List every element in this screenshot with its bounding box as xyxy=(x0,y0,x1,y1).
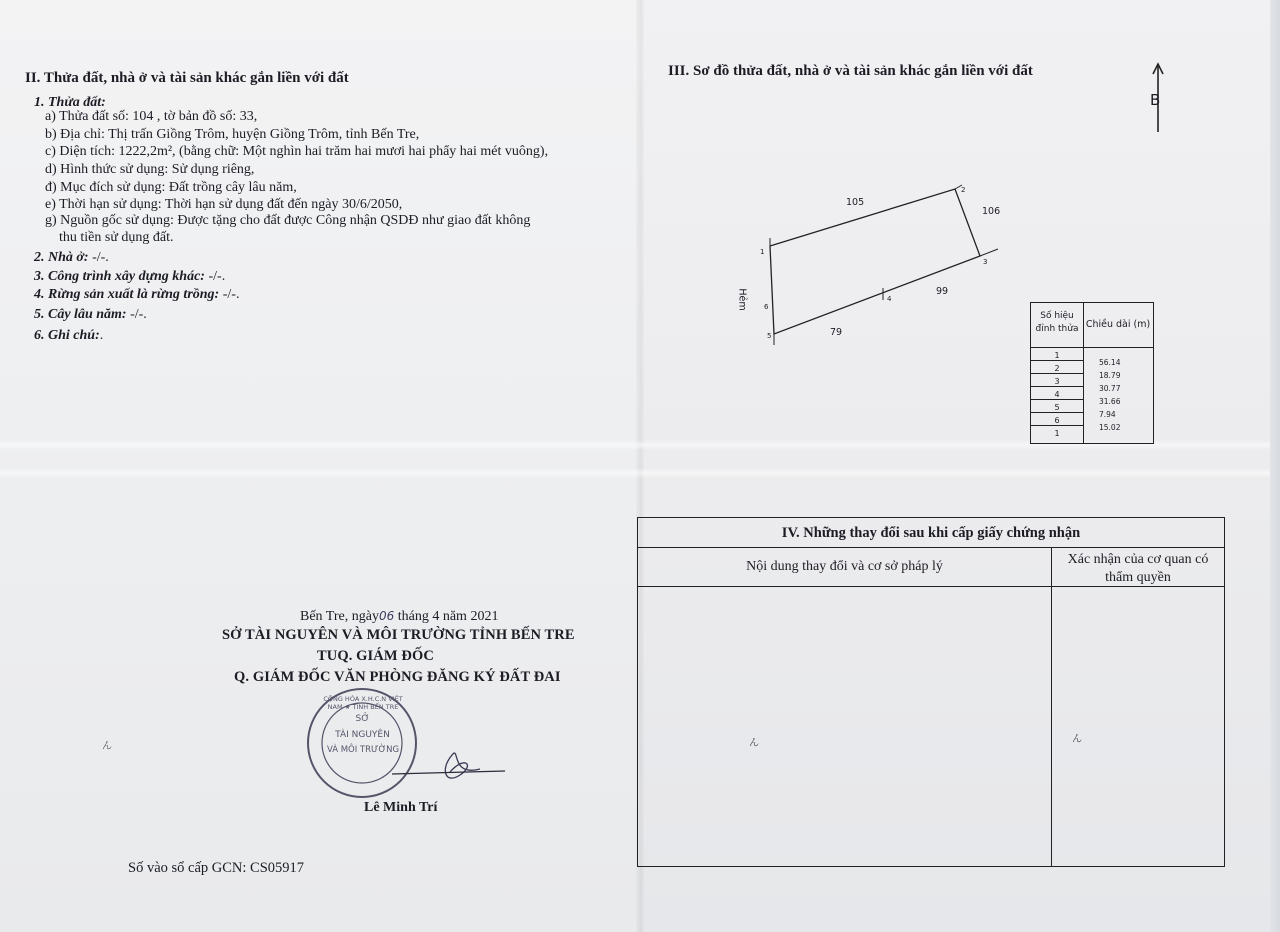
land-heading: 1. Thửa đất: xyxy=(34,95,106,110)
neighbor-right: 106 xyxy=(982,206,1001,217)
vertex-id: 6 xyxy=(1054,416,1060,425)
notes-label: 6. Ghi chú: xyxy=(34,328,100,343)
construction-value: -/-. xyxy=(208,269,226,284)
construction-label: 3. Công trình xây dựng khác: xyxy=(34,269,205,284)
vertex-id: 4 xyxy=(1054,390,1060,399)
neighbor-bottom-left: 79 xyxy=(830,327,843,338)
paper-edge xyxy=(1270,0,1280,932)
vertex-id: 1 xyxy=(1054,351,1060,360)
land-origin-line1: g) Nguồn gốc sử dụng: Được tặng cho đất được Công nhận QSDĐ như giao đất không xyxy=(45,213,531,228)
vertex-4: 4 xyxy=(887,295,892,303)
registry-number xyxy=(128,860,304,877)
authorization-title: TUQ. GIÁM ĐỐC xyxy=(317,648,434,664)
forest-item xyxy=(34,287,239,303)
year-label: năm xyxy=(442,609,467,624)
date-year: 2021 xyxy=(470,609,499,624)
mark-left: ん xyxy=(102,741,112,752)
section-3-title: III. Sơ đồ thửa đất, nhà ở và tài sản khác gắn liền với đất xyxy=(668,63,1033,79)
notes-item xyxy=(34,328,103,344)
vertex-6: 6 xyxy=(764,303,769,311)
north-label: B xyxy=(1150,91,1161,109)
edge-length: 30.77 xyxy=(1099,384,1121,393)
construction-item xyxy=(34,269,225,285)
notes-value: . xyxy=(99,328,104,343)
registry-value: CS05917 xyxy=(250,860,305,876)
month-label: tháng xyxy=(397,609,429,624)
date-month: 4 xyxy=(432,609,440,624)
changes-table xyxy=(637,517,1225,867)
house-label: 2. Nhà ở: xyxy=(34,250,89,265)
edge-length: 31.66 xyxy=(1099,397,1121,406)
registry-label: Số vào sổ cấp GCN: xyxy=(128,860,247,876)
vertex-id: 2 xyxy=(1054,364,1060,373)
forest-value: -/-. xyxy=(222,287,240,302)
mark-confirmation: ん xyxy=(1072,734,1082,745)
road-label: Hẻm xyxy=(736,288,748,311)
neighbor-top: 105 xyxy=(846,197,865,208)
land-area: c) Diện tích: 1222,2m², (bằng chữ: Một nghìn hai trăm hai mươi hai phẩy hai mét vuông), xyxy=(45,144,549,159)
stamp-center-line2: TÀI NGUYÊN xyxy=(335,730,390,740)
vertex-length-table xyxy=(1030,302,1154,444)
house-item xyxy=(34,250,109,266)
vertex-5: 5 xyxy=(767,332,772,340)
vertex-3: 3 xyxy=(983,258,988,266)
land-use-term: e) Thời hạn sử dụng: Thời hạn sử dụng đất đến ngày 30/6/2050, xyxy=(45,197,403,212)
stamp-center-line3: VÀ MÔI TRƯỜNG xyxy=(326,745,400,755)
section-2-title: II. Thửa đất, nhà ở và tài sản khác gắn liền với đất xyxy=(25,70,349,86)
deputy-title: Q. GIÁM ĐỐC VĂN PHÒNG ĐĂNG KÝ ĐẤT ĐAI xyxy=(234,669,561,685)
edge-length: 56.14 xyxy=(1099,358,1121,367)
edge-length: 7.94 xyxy=(1099,410,1116,419)
mark-content: ん xyxy=(749,738,759,749)
perennial-label: 5. Cây lâu năm: xyxy=(34,307,127,322)
forest-label: 4. Rừng sản xuất là rừng trồng: xyxy=(34,287,220,302)
length-header: Chiều dài (m) xyxy=(1085,319,1151,330)
section-4-title: IV. Những thay đổi sau khi cấp giấy chứng nhận xyxy=(638,518,1224,548)
vertex-2: 2 xyxy=(961,186,966,194)
changes-column-confirmation: Xác nhận của cơ quan có thẩm quyền xyxy=(1067,552,1209,585)
vertex-id: 1 xyxy=(1054,429,1060,438)
date-day: 06 xyxy=(378,609,395,623)
place-date xyxy=(300,609,498,625)
house-value: -/-. xyxy=(92,250,109,265)
land-parcel-number: a) Thửa đất số: 104 , tờ bản đồ số: 33, xyxy=(45,109,258,124)
vertex-id: 3 xyxy=(1054,377,1060,386)
stamp-center-line1: SỞ xyxy=(355,714,370,724)
stamp-ring-text: CỘNG HÒA X.H.C.N VIỆT NAM ★ TỈNH BẾN TRE xyxy=(323,695,403,711)
vertex-id-header: Số hiệu đỉnh thửa xyxy=(1035,311,1079,334)
changes-column-content: Nội dung thay đổi và cơ sở pháp lý xyxy=(746,559,943,574)
neighbor-bottom-right: 99 xyxy=(936,286,949,297)
land-origin-line2: thu tiền sử dụng đất. xyxy=(59,230,174,245)
place-date-prefix: Bến Tre, ngày xyxy=(300,609,379,624)
land-address: b) Địa chỉ: Thị trấn Giồng Trôm, huyện Giồng Trôm, tỉnh Bến Tre, xyxy=(45,127,420,142)
perennial-item xyxy=(34,307,147,323)
land-use-form: d) Hình thức sử dụng: Sử dụng riêng, xyxy=(45,162,255,177)
signer-name: Lê Minh Trí xyxy=(364,800,438,815)
vertex-1: 1 xyxy=(760,248,765,256)
perennial-value: -/-. xyxy=(130,307,147,322)
edge-length: 18.79 xyxy=(1099,371,1121,380)
vertex-id: 5 xyxy=(1054,403,1060,412)
parcel-plan xyxy=(740,180,1010,350)
paper-crease xyxy=(0,468,1280,478)
issuing-organization: SỞ TÀI NGUYÊN VÀ MÔI TRƯỜNG TỈNH BẾN TRE xyxy=(222,627,575,643)
land-use-purpose: đ) Mục đích sử dụng: Đất trồng cây lâu năm, xyxy=(45,180,297,195)
edge-length: 15.02 xyxy=(1099,423,1121,432)
